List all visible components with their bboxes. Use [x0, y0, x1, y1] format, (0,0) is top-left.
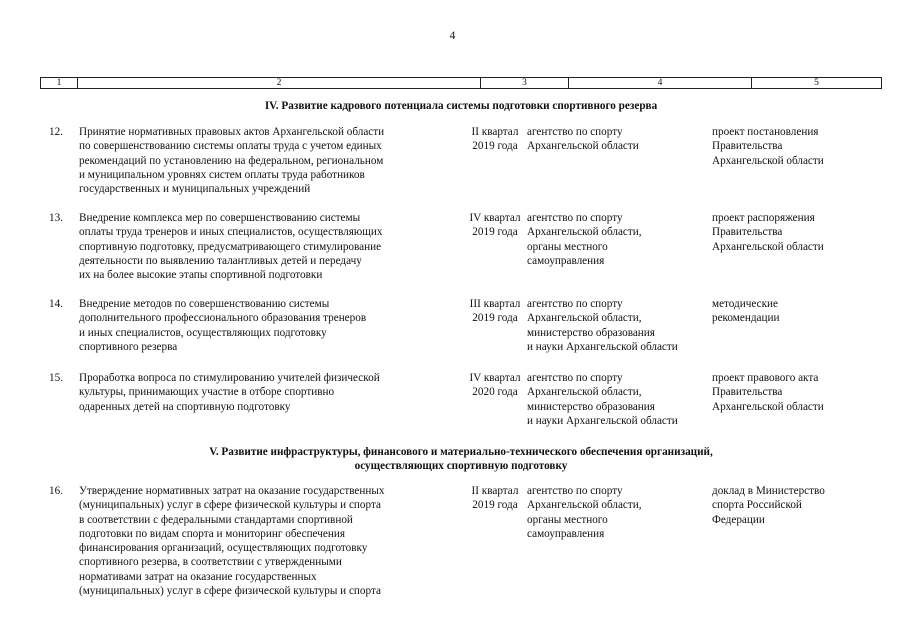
row-description: Проработка вопроса по стимулированию учителей физической культуры, принимающих участие в отборе спортивно одаренных детей на спортивную подготовку — [79, 372, 380, 413]
row-executor: агентство по спорту Архангельской области, органы местного самоуправления — [527, 485, 642, 540]
row-number: 13. — [49, 212, 63, 224]
row-description: Утверждение нормативных затрат на оказание государственных (муниципальных) услуг в сфере физической культуры и спорта в соответствии с федеральными стандартами спортивной подготовки по видам спорта и мониторинг обеспечения финансирования организаций, осуществляющих подготовку спортивного резерва, в соответствии с утвержденными нормативами затрат на оказание государственных (муниципальных) услуг в сфере физической культуры и спорта — [79, 485, 385, 598]
row-document: проект постановления Правительства Архангельской области — [712, 126, 824, 167]
section-title-iv: IV. Развитие кадрового потенциала системы подготовки спортивного резерва — [264, 100, 658, 112]
row-description: Внедрение методов по совершенствованию системы дополнительного профессионального образования тренеров и иных специалистов, осуществляющих подготовку спортивного резерва — [79, 298, 367, 353]
section-title-v: V. Развитие инфраструктуры, финансового и материально-технического обеспечения организаций, осуществляющих спортивную подготовку — [209, 446, 713, 473]
row-term: IV квартал 2019 года — [469, 212, 521, 239]
row-executor: агентство по спорту Архангельской области, министерство образования и науки Архангельской области — [527, 372, 678, 427]
row-document: доклад в Министерство спорта Российской Федерации — [712, 485, 825, 526]
row-number: 15. — [49, 372, 63, 384]
column-number-5: 5 — [814, 78, 819, 88]
row-term: IV квартал 2020 года — [469, 372, 521, 399]
row-term: II квартал 2019 года — [471, 126, 519, 153]
column-number-3: 3 — [481, 78, 569, 88]
row-number: 14. — [49, 298, 63, 310]
row-term: II квартал 2019 года — [471, 485, 519, 512]
row-executor: агентство по спорту Архангельской области, органы местного самоуправления — [527, 212, 642, 267]
row-document: проект правового акта Правительства Архангельской области — [712, 372, 824, 413]
row-term: III квартал 2019 года — [469, 298, 521, 325]
row-description: Принятие нормативных правовых актов Архангельской области по совершенствованию системы оплаты труда с учетом единых рекомендаций по установлению на федеральном, региональном и муниципальном уровнях систем оплаты труда работников государственных и муниципальных учреждений — [79, 126, 385, 196]
row-executor: агентство по спорту Архангельской области — [527, 126, 639, 153]
column-number-4: 4 — [569, 78, 752, 88]
row-document: проект распоряжения Правительства Архангельской области — [712, 212, 824, 253]
table-header-row — [40, 77, 882, 89]
row-document: методические рекомендации — [712, 298, 780, 325]
row-description: Внедрение комплекса мер по совершенствованию системы оплаты труда тренеров и иных специалистов, осуществляющих спортивную подготовку, предусматривающего стимулирование деятельности по выявлению талантливых детей и передачу их на более высокие этапы спортивной подготовки — [79, 212, 383, 282]
row-executor: агентство по спорту Архангельской области, министерство образования и науки Архангельской области — [527, 298, 678, 353]
row-number: 16. — [49, 485, 63, 497]
column-number-1: 1 — [41, 78, 78, 88]
page-number: 4 — [449, 30, 456, 42]
row-number: 12. — [49, 126, 63, 138]
column-number-2: 2 — [78, 78, 481, 88]
